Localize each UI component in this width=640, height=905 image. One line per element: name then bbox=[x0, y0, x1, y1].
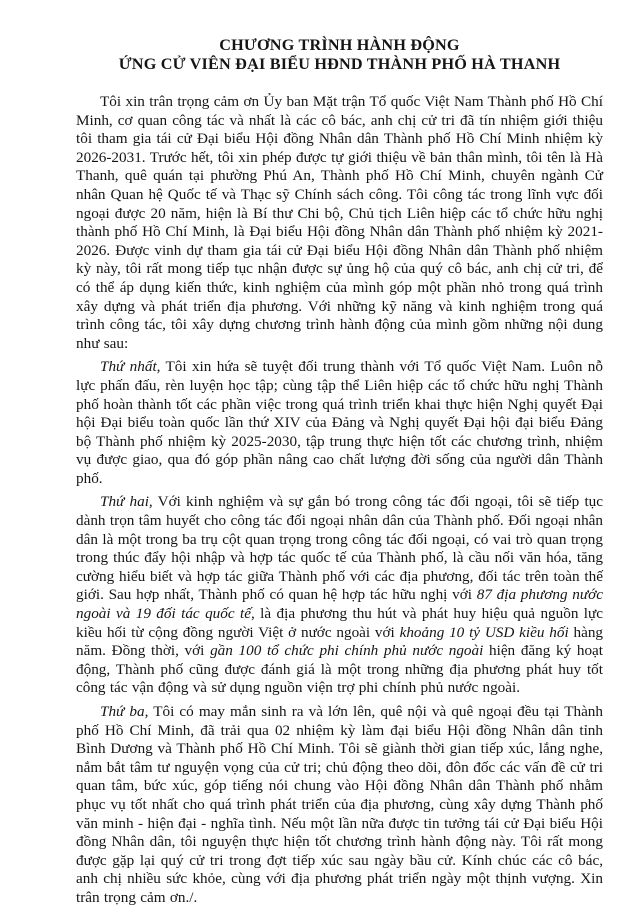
text-segment: hàng năm. Đồng thời, với bbox=[76, 623, 604, 660]
italic-text-segment: Thứ ba, bbox=[100, 703, 149, 720]
text-segment: hiện đăng ký hoạt động, Thành phố cũng được đánh giá là một trong những địa phương phát huy tốt công tác vận động và sử dụng nguồn viện trợ phi chính phủ nước ngoài. bbox=[76, 642, 603, 697]
paragraph bbox=[76, 703, 603, 905]
italic-text-segment: gần 100 tổ chức phi chính phủ nước ngoài bbox=[210, 642, 484, 660]
italic-text-segment: Thứ hai, bbox=[100, 493, 153, 511]
text-segment: Tôi xin hứa sẽ tuyệt đối trung thành với Tổ quốc Việt Nam. Luôn nỗ lực phấn đấu, rèn luyện học tập; cùng tập thể Liên hiệp các tổ chức hữu nghị Thành phố hoàn thành tốt các phần việc trong quá trình triển khai thực hiện Nghị quyết Đại hội Đại biểu toàn quốc lần thứ XIV của Đảng và Nghị quyết Đại hội đại biểu Đảng bộ Thành phố nhiệm kỳ 2025-2030, tập trung thực hiện tốt các chương trình, nhiệm vụ được giao, qua đó góp phần nâng cao chất lượng đời sống của người dân Thành phố. bbox=[76, 358, 603, 487]
document-title-line-2: ỨNG CỬ VIÊN ĐẠI BIỂU HĐND THÀNH PHỐ HÀ THANH bbox=[118, 55, 561, 73]
paragraph bbox=[76, 493, 603, 698]
paragraph bbox=[76, 93, 603, 353]
document-body bbox=[76, 93, 603, 905]
text-segment: Tôi xin trân trọng cảm ơn Ủy ban Mặt trận Tổ quốc Việt Nam Thành phố Hồ Chí Minh, cơ quan công tác và nhất là các cô bác, anh chị cử tri đã tín nhiệm giới thiệu tôi tham gia tái cử Đại biểu Hội đồng Nhân dân Thành phố Hồ Chí Minh nhiệm kỳ 2026-2031. Trước hết, tôi xin phép được tự giới thiệu về bản thân mình, tôi tên là Hà Thanh, quê quán tại phường Phú An, Thành phố Hồ Chí Minh, chuyên ngành Cử nhân Quan hệ Quốc tế và Thạc sỹ Chính sách công. Tôi công tác trong lĩnh vực đối ngoại được 20 năm, hiện là Bí thư Chi bộ, Chủ tịch Liên hiệp các tổ chức hữu nghị thành phố Hồ Chí Minh, là Đại biểu Hội đồng Nhân dân Thành phố nhiệm kỳ 2021-2026. Được vinh dự tham gia tái cử Đại biểu Hội đồng Nhân dân Thành phố nhiệm kỳ này, tôi rất mong tiếp tục nhận được sự ủng hộ của quý cô bác, anh chị cử tri, để có thể áp dụng kiến thức, kinh nghiệm của mình góp một phần nhỏ trong quá trình xây dựng và phát triển địa phương. Với những kỹ năng và kinh nghiệm trong quá trình công tác, tôi xây dựng chương trình hành động của mình gồm những nội dung như sau: bbox=[76, 93, 603, 352]
italic-text-segment: 87 địa phương nước ngoài và 19 đối tác quốc tế bbox=[76, 586, 603, 623]
text-segment: , là địa phương thu hút và phát huy hiệu quả nguồn lực kiều hối từ cộng đồng người Việt ở nước ngoài với bbox=[76, 605, 603, 641]
paragraph bbox=[76, 358, 603, 488]
document-title bbox=[76, 36, 603, 74]
italic-text-segment: Thứ nhất, bbox=[100, 358, 161, 376]
document-title-line-1: CHƯƠNG TRÌNH HÀNH ĐỘNG bbox=[219, 36, 460, 54]
text-segment: Với kinh nghiệm và sự gắn bó trong công tác đối ngoại, tôi sẽ tiếp tục dành trọn tâm huyết cho công tác đối ngoại nhân dân của Thành phố. Đối ngoại nhân dân là một trong ba trụ cột quan trọng trong công tác đối ngoại, có vai trò quan trọng trong thúc đẩy hội nhập và hợp tác quốc tế của Thành phố, là cầu nối văn hóa, tăng cường hiểu biết và hợp tác giữa Thành phố với các địa phương, đối tác trên toàn thế giới. Sau hợp nhất, Thành phố có quan hệ hợp tác hữu nghị với bbox=[76, 493, 603, 604]
text-segment: Tôi có may mắn sinh ra và lớn lên, quê nội và quê ngoại đều tại Thành phố Hồ Chí Minh, đã trải qua 02 nhiệm kỳ làm đại biểu Hội đồng Nhân dân tỉnh Bình Dương và Thành phố Hồ Chí Minh. Tôi sẽ giành thời gian tiếp xúc, lắng nghe, nắm bắt tâm tư nguyện vọng của cử tri; chủ động theo dõi, đôn đốc các vấn đề cử tri quan tâm, bức xúc, góp tiếng nói chung vào Hội đồng Nhân dân Thành phố nhằm phục vụ tốt nhất cho quá trình phát triển của địa phương, cùng xây dựng Thành phố văn minh - hiện đại - nghĩa tình. Nếu một lần nữa được tin tưởng tái cử Đại biểu Hội đồng Nhân dân, tôi nguyện thực hiện tốt chương trình hành động này. Tôi rất mong được gặp lại quý cử tri trong đợt tiếp xúc sau ngày bầu cử. Kính chúc các cô bác, anh chị nhiều sức khỏe, cùng với địa phương phát triển ngày một thịnh vượng. Xin trân trọng cảm ơn./. bbox=[76, 703, 603, 905]
italic-text-segment: khoảng 10 tỷ USD kiều hối bbox=[399, 623, 569, 641]
